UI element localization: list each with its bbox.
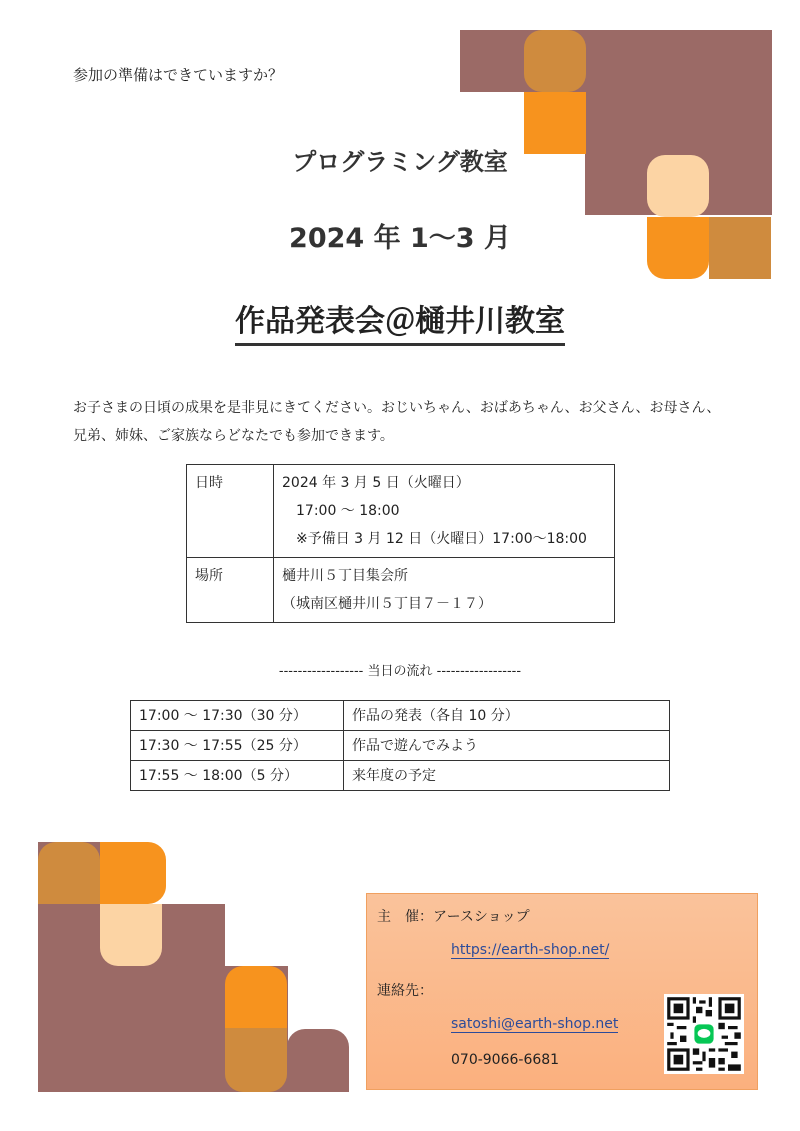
info-table	[186, 464, 615, 623]
event-period: 2024 年 1～3 月	[289, 223, 511, 254]
place-value	[274, 558, 615, 623]
backup-date-line: ※予備日 3 月 12 日（火曜日）17:00～18:00	[296, 531, 587, 547]
flow-heading: ------------------ 当日の流れ ------------------	[278, 664, 522, 679]
date-row	[187, 465, 615, 558]
place-label: 場所	[187, 558, 274, 623]
organizer-url-link[interactable]: https://earth-shop.net/	[451, 942, 610, 958]
intro-text: 参加の準備はできていますか？	[73, 66, 284, 84]
organizer-label: 主 催：	[377, 909, 433, 925]
table-row	[131, 761, 670, 791]
place-address: （城南区樋井川５丁目７－１７）	[282, 596, 492, 612]
place-name: 樋井川５丁目集会所	[282, 568, 408, 584]
flow-time: 17:55 ～ 18:00（5 分）	[131, 761, 344, 791]
date-label: 日時	[187, 465, 274, 558]
flow-item: 作品で遊んでみよう	[344, 731, 670, 761]
phone-number: 070-9066-6681	[451, 1052, 560, 1068]
flow-item: 作品の発表（各自 10 分）	[344, 701, 670, 731]
email-link[interactable]: satoshi@earth-shop.net	[451, 1016, 619, 1032]
time-line: 17:00 ～ 18:00	[296, 503, 400, 519]
table-row	[131, 731, 670, 761]
organizer-row	[377, 906, 530, 926]
line-qr-code-icon[interactable]	[664, 994, 744, 1074]
host-box	[366, 893, 758, 1090]
flow-item: 来年度の予定	[344, 761, 670, 791]
event-title-text: 作品発表会＠樋井川教室	[235, 304, 565, 346]
organizer-url-row	[451, 942, 609, 958]
bottom-left-decoration	[38, 842, 350, 1092]
organizer-name: アースショップ	[433, 909, 530, 925]
event-title	[0, 296, 800, 340]
flow-time: 17:30 ～ 17:55（25 分）	[131, 731, 344, 761]
email-row	[451, 1016, 618, 1032]
date-line: 2024 年 3 月 5 日（火曜日）	[282, 475, 470, 491]
flow-time: 17:00 ～ 17:30（30 分）	[131, 701, 344, 731]
description: お子さまの日頃の成果を是非見にきてください。おじいちゃん、おばあちゃん、お父さん、お母さん、兄弟、姉妹、ご家族ならどなたでも参加できます。	[73, 400, 721, 444]
date-value	[274, 465, 615, 558]
place-row	[187, 558, 615, 623]
page-title: プログラミング教室	[292, 148, 508, 176]
table-row	[131, 701, 670, 731]
flow-table	[130, 700, 670, 791]
contact-label: 連絡先：	[377, 983, 433, 999]
